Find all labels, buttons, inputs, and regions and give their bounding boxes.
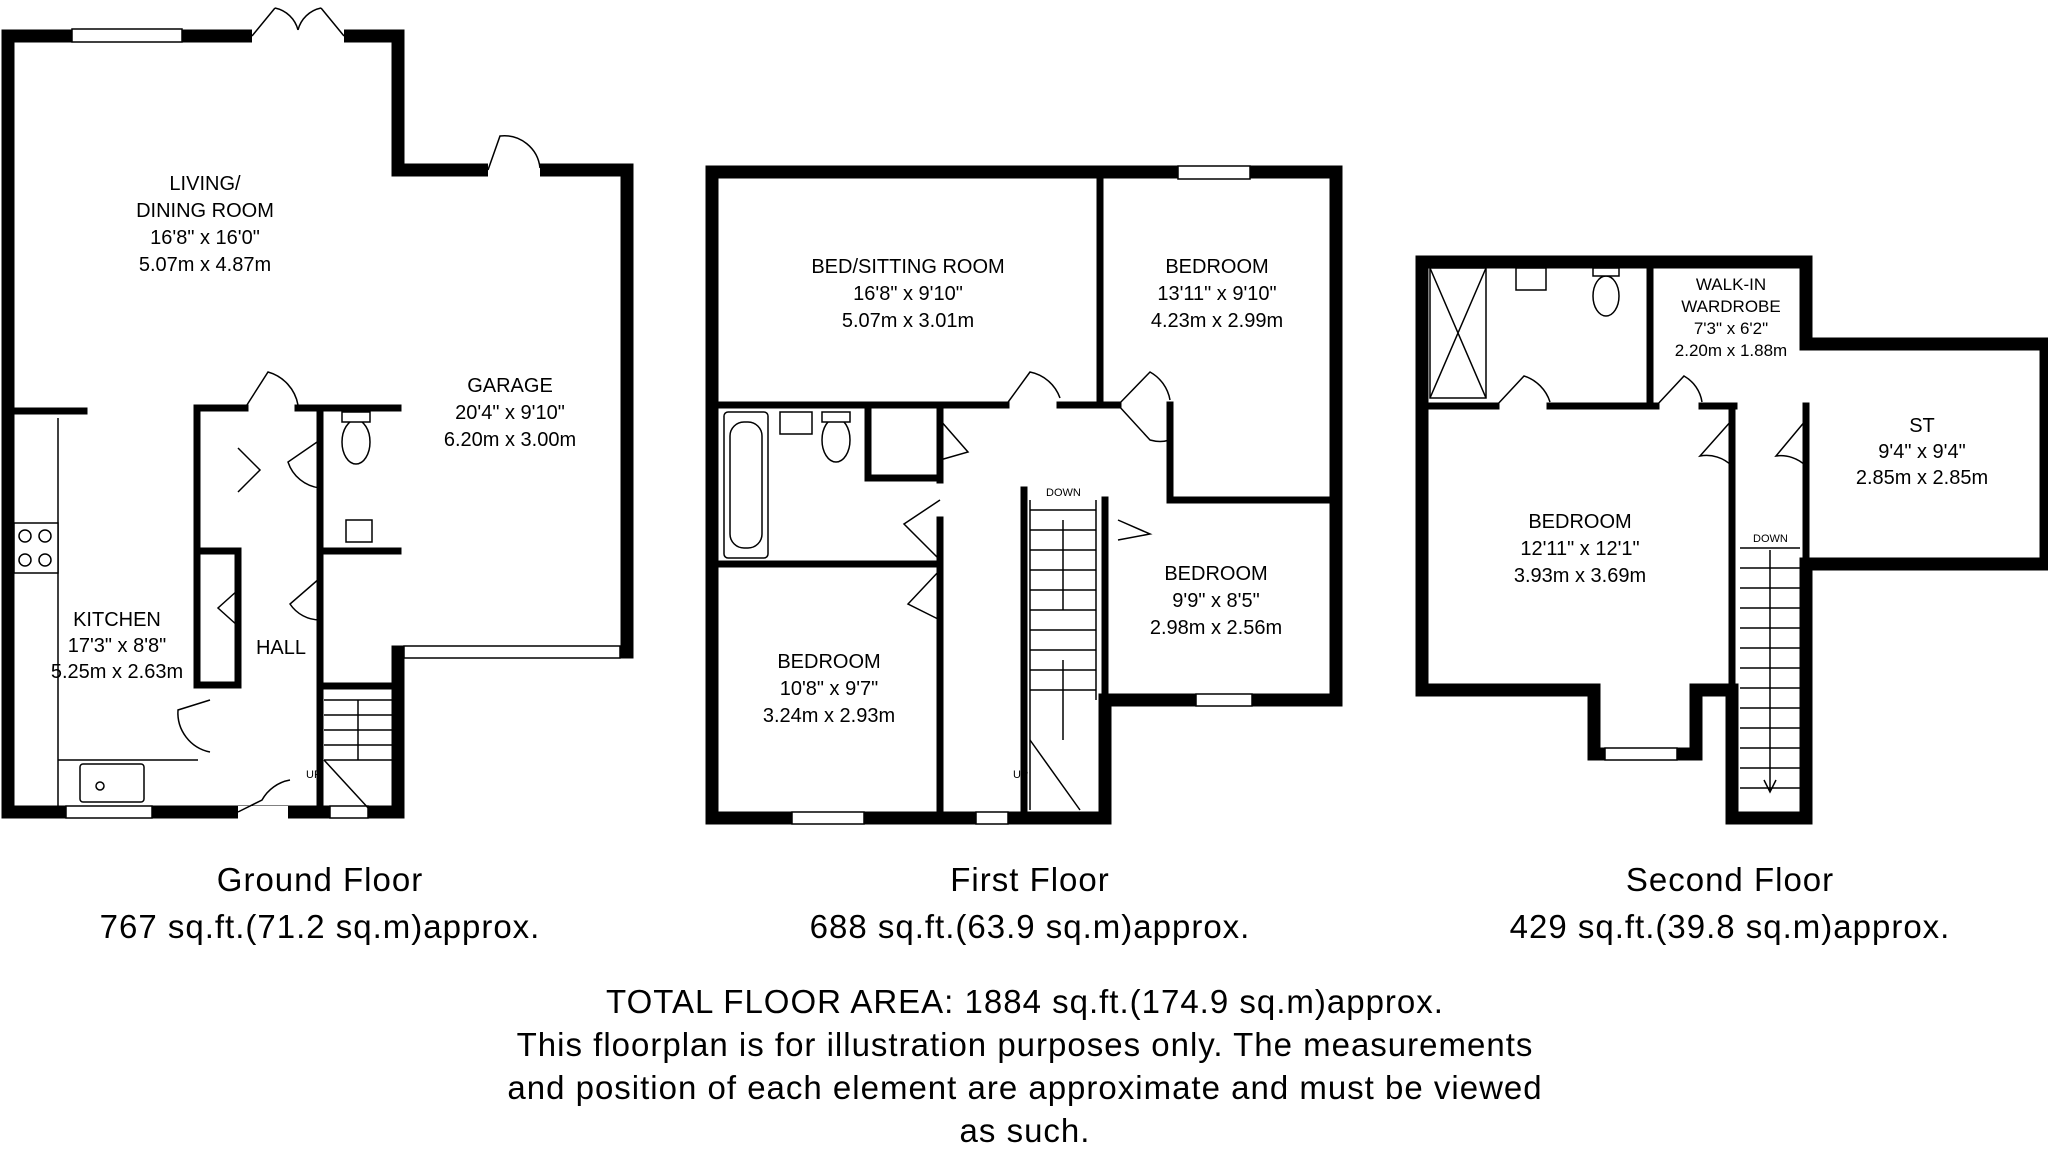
stair-label: DOWN — [1753, 533, 1788, 545]
room-size-metric: 5.07m x 4.87m — [138, 254, 272, 276]
footer-notes — [400, 980, 1650, 1152]
room-name: WALK-IN — [1695, 275, 1767, 294]
room-name: BEDROOM — [1528, 511, 1632, 533]
disclaimer-line: as such. — [959, 1112, 1091, 1149]
room-size-imperial: 16'8" x 16'0" — [150, 227, 260, 249]
room-size-imperial: 12'11" x 12'1" — [1520, 538, 1640, 560]
room-size-imperial: 20'4" x 9'10" — [455, 402, 565, 424]
room-size-metric: 4.23m x 2.99m — [1150, 310, 1284, 332]
room-size-imperial: 16'8" x 9'10" — [853, 283, 963, 305]
room-name: HALL — [255, 637, 307, 659]
stair-label: UP — [306, 769, 322, 781]
room-size-metric: 6.20m x 3.00m — [443, 429, 577, 451]
room-size-imperial: 13'11" x 9'10" — [1157, 283, 1277, 305]
room-name: BED/SITTING ROOM — [811, 256, 1005, 278]
total-floor-area: TOTAL FLOOR AREA: 1884 sq.ft.(174.9 sq.m)approx. — [606, 983, 1444, 1020]
stair-label: UP — [1013, 769, 1029, 781]
room-name: LIVING/ — [169, 173, 241, 195]
room-size-metric: 5.25m x 2.63m — [50, 661, 184, 683]
first-floor-area: 688 sq.ft.(63.9 sq.m)approx. — [809, 908, 1251, 945]
room-size-metric: 2.85m x 2.85m — [1855, 467, 1989, 489]
first-floor-name: First Floor — [950, 861, 1110, 898]
room-size-metric: 3.93m x 3.69m — [1513, 565, 1647, 587]
room-size-imperial: 17'3" x 8'8" — [67, 635, 167, 657]
second-floor-area: 429 sq.ft.(39.8 sq.m)approx. — [1509, 908, 1951, 945]
second-floor-name: Second Floor — [1625, 861, 1835, 898]
room-name: ST — [1909, 415, 1935, 437]
disclaimer-line: This floorplan is for illustration purposes only. The measurements — [516, 1026, 1534, 1063]
room-size-imperial: 7'3" x 6'2" — [1693, 319, 1769, 338]
room-name: KITCHEN — [73, 609, 161, 631]
second-floor-caption — [1470, 856, 1990, 950]
room-name: DINING ROOM — [136, 200, 274, 222]
room-size-imperial: 9'9" x 8'5" — [1172, 590, 1260, 612]
room-name: BEDROOM — [1165, 256, 1269, 278]
room-size-imperial: 9'4" x 9'4" — [1878, 441, 1966, 463]
disclaimer-line: and position of each element are approximate and must be viewed — [507, 1069, 1543, 1106]
room-size-imperial: 10'8" x 9'7" — [779, 678, 879, 700]
room-name: BEDROOM — [1164, 563, 1268, 585]
room-size-metric: 2.20m x 1.88m — [1674, 341, 1788, 360]
room-size-metric: 3.24m x 2.93m — [762, 705, 896, 727]
room-name: WARDROBE — [1681, 297, 1781, 316]
ground-floor-caption — [60, 856, 580, 950]
stair-label: DOWN — [1046, 487, 1081, 499]
ground-floor-area: 767 sq.ft.(71.2 sq.m)approx. — [99, 908, 541, 945]
room-size-metric: 2.98m x 2.56m — [1149, 617, 1283, 639]
ground-floor-name: Ground Floor — [216, 861, 424, 898]
room-name: GARAGE — [467, 375, 553, 397]
room-name: BEDROOM — [777, 651, 881, 673]
first-floor-caption — [770, 856, 1290, 950]
room-size-metric: 5.07m x 3.01m — [841, 310, 975, 332]
